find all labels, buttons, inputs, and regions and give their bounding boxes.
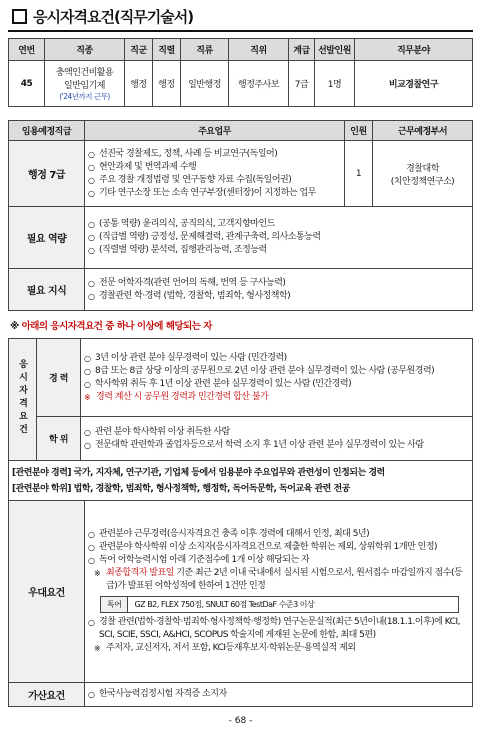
header-dept: 근무예정부서 <box>373 121 473 141</box>
header-duties: 주요업무 <box>85 121 345 141</box>
job-group: 행정 <box>125 61 153 107</box>
duty-table <box>8 120 473 311</box>
job-type-main: 충액인건비활용 <box>55 68 114 78</box>
preferred-table <box>8 500 473 707</box>
bonus-item: ○ 한국사능력검정시험 자격증 소지자 <box>88 688 469 701</box>
job-field: 비교경찰연구 <box>355 61 473 107</box>
lang-note-red: 최종합격자 발표일 <box>106 568 174 578</box>
duty-dept-sub: (치안정책연구소) <box>390 176 455 187</box>
knowledge-item: ○ 전문 어학자격(관련 언어의 독해, 번역 등 구사능력) <box>88 277 469 290</box>
career-label: 경 력 <box>37 339 81 417</box>
header-series: 직렬 <box>153 39 181 61</box>
research-item: ○ 경찰 관련(법학·경찰학·범죄학·형사정책학·행정학) 연구논문실적(최근 5년이내(18.1.1.이후)에 KCI, SCI, SCIE, SSCI, A&HCI, SCOPUS 학술지에 게재된 논문에 한함, 최대 5편) <box>88 616 469 642</box>
qualification-label-cell <box>9 339 37 461</box>
degree-item: ○ 전문대학 관련학과 졸업자등으로서 학력 소지 후 1년 이상 관련 분야 실무경력이 있는 사람 <box>84 439 469 452</box>
header-grade: 계급 <box>289 39 315 61</box>
duty-item: ○ 현안과제 및 번역과제 수행 <box>88 161 341 174</box>
career-list <box>84 352 469 404</box>
job-class: 일반행정 <box>181 61 229 107</box>
related-career: [관련분야 경력] 국가, 지자체, 연구기관, 기업체 등에서 임용분야 주요업무와 관련성이 인정되는 경력 <box>12 467 385 478</box>
related-degree: [관련분야 학위] 법학, 경찰학, 범죄학, 형사정책학, 행정학, 독어독문학, 독어교육 관련 전공 <box>12 483 350 494</box>
preferred-item: ○ 독어 어학능력시험 아래 기준점수에 1개 이상 해당되는 자 <box>88 554 469 567</box>
knowledge-label: 필요 지식 <box>9 269 85 311</box>
job-type <box>45 61 125 107</box>
competency-cell <box>85 207 473 269</box>
degree-label: 학 위 <box>37 417 81 461</box>
knowledge-cell <box>85 269 473 311</box>
career-item: ○ 3년 이상 관련 분야 실무경력이 있는 사람 (민간경력) <box>84 352 469 365</box>
qualification-label: 응시자격요건 <box>17 359 27 437</box>
duty-item: ○ 주요 경찰 개정법령 및 연구동향 자료 수집(독일어권) <box>88 174 341 187</box>
degree-cell <box>81 417 473 461</box>
preferred-list <box>88 528 469 593</box>
lang-note-rest: 기준 최근 2년 이내 국내에서 실시된 시험으로서, 원서접수 마감일까지 점수(등급)가 발표된 어학성적에 한하여 1건만 인정 <box>106 568 463 591</box>
duty-item: ○ 선진국 경찰제도, 정책, 사례 등 비교연구(독일어) <box>88 148 341 161</box>
duty-grade: 행정 7급 <box>9 141 85 207</box>
duty-dept-cell <box>373 141 473 207</box>
lang-score-box <box>100 596 459 613</box>
lang-scores: GZ B2, FLEX 750점, SNULT 60점 TestDaF 수준3 이상 <box>134 600 315 609</box>
duty-item: ○ 기타 연구소장 또는 소속 연구부장(센터장)이 지정하는 업무 <box>88 187 341 200</box>
competency-item: ○ (직렬별 역량) 분석력, 집행관리능력, 조정능력 <box>88 244 469 257</box>
duty-dept: 경찰대학 <box>406 163 439 174</box>
preferred-item: ○ 관련분야 근무경력(응시자격요건 충족 이후 경력에 대해서 인정, 최대 5년) <box>88 528 469 541</box>
header-headcount: 인원 <box>345 121 373 141</box>
job-type-sub: 일반임기제 <box>64 81 105 91</box>
research-note: ※ 주저자, 교신저자, 저서 포함, KCI등재후보지·학위논문·용역실적 제외 <box>94 642 469 655</box>
duty-list-cell <box>85 141 345 207</box>
bonus-list <box>88 688 469 701</box>
page-title <box>12 6 193 27</box>
preferred-cell <box>85 501 473 683</box>
related-cell <box>9 461 473 501</box>
preferred-label: 우대요건 <box>9 501 85 683</box>
job-no: 45 <box>9 61 45 107</box>
note-mark: ※ <box>10 321 19 332</box>
competency-item: ○ (직급별 역량) 긍정성, 문제해결력, 관계구축력, 의사소통능력 <box>88 231 469 244</box>
header-class: 직류 <box>181 39 229 61</box>
lang-label: 독어 <box>101 597 128 612</box>
bonus-cell <box>85 683 473 707</box>
page-number: - 68 - <box>228 716 253 726</box>
job-table <box>8 38 473 107</box>
career-note: ※ 경력 계산 시 공무원 경력과 민간경력 합산 불가 <box>84 391 469 404</box>
duty-list <box>88 148 341 200</box>
header-count: 선발인원 <box>315 39 355 61</box>
competency-list <box>88 218 469 257</box>
career-item: ○ 학사학위 취득 후 1년 이상 관련 분야 실무경력이 있는 사람 (민간경력) <box>84 378 469 391</box>
title-divider <box>8 30 473 32</box>
job-grade: 7급 <box>289 61 315 107</box>
knowledge-item: ○ 경찰관련 학·경력 (법학, 경찰학, 범죄학, 형사정책학) <box>88 290 469 303</box>
competency-item: ○ (공통 역량) 윤리의식, 공직의식, 고객지향마인드 <box>88 218 469 231</box>
header-field: 직무분야 <box>355 39 473 61</box>
bonus-label: 가산요건 <box>9 683 85 707</box>
duty-count: 1 <box>345 141 373 207</box>
header-appoint-grade: 임용예정직급 <box>9 121 85 141</box>
degree-list <box>84 426 469 452</box>
knowledge-list <box>88 277 469 303</box>
qualification-note <box>10 318 212 332</box>
header-type: 직종 <box>45 39 125 61</box>
qualification-table <box>8 338 473 501</box>
degree-item: ○ 관련 분야 학사학위 이상 취득한 사람 <box>84 426 469 439</box>
header-position: 직위 <box>229 39 289 61</box>
research-list <box>88 616 469 655</box>
lang-note <box>94 567 469 593</box>
job-series: 행정 <box>153 61 181 107</box>
preferred-item: ○ 관련분야 학사학위 이상 소지자(응시자격요건으로 제출한 학위는 제외, 상위학위 1개만 인정) <box>88 541 469 554</box>
header-group: 직군 <box>125 39 153 61</box>
career-item: ○ 8급 또는 8급 상당 이상의 공무원으로 2년 이상 관련 분야 실무경력이 있는 사람 (공무원경력) <box>84 365 469 378</box>
job-count: 1명 <box>315 61 355 107</box>
competency-label: 필요 역량 <box>9 207 85 269</box>
job-type-note: ('24년까지 근무) <box>59 92 110 101</box>
checkbox-icon <box>12 9 27 24</box>
header-no: 연번 <box>9 39 45 61</box>
career-cell <box>81 339 473 417</box>
note-text: 아래의 응시자격요건 중 하나 이상에 해당되는 자 <box>21 321 212 332</box>
job-position: 행정주사보 <box>229 61 289 107</box>
page-title-text: 응시자격요건(직무기술서) <box>33 8 194 26</box>
